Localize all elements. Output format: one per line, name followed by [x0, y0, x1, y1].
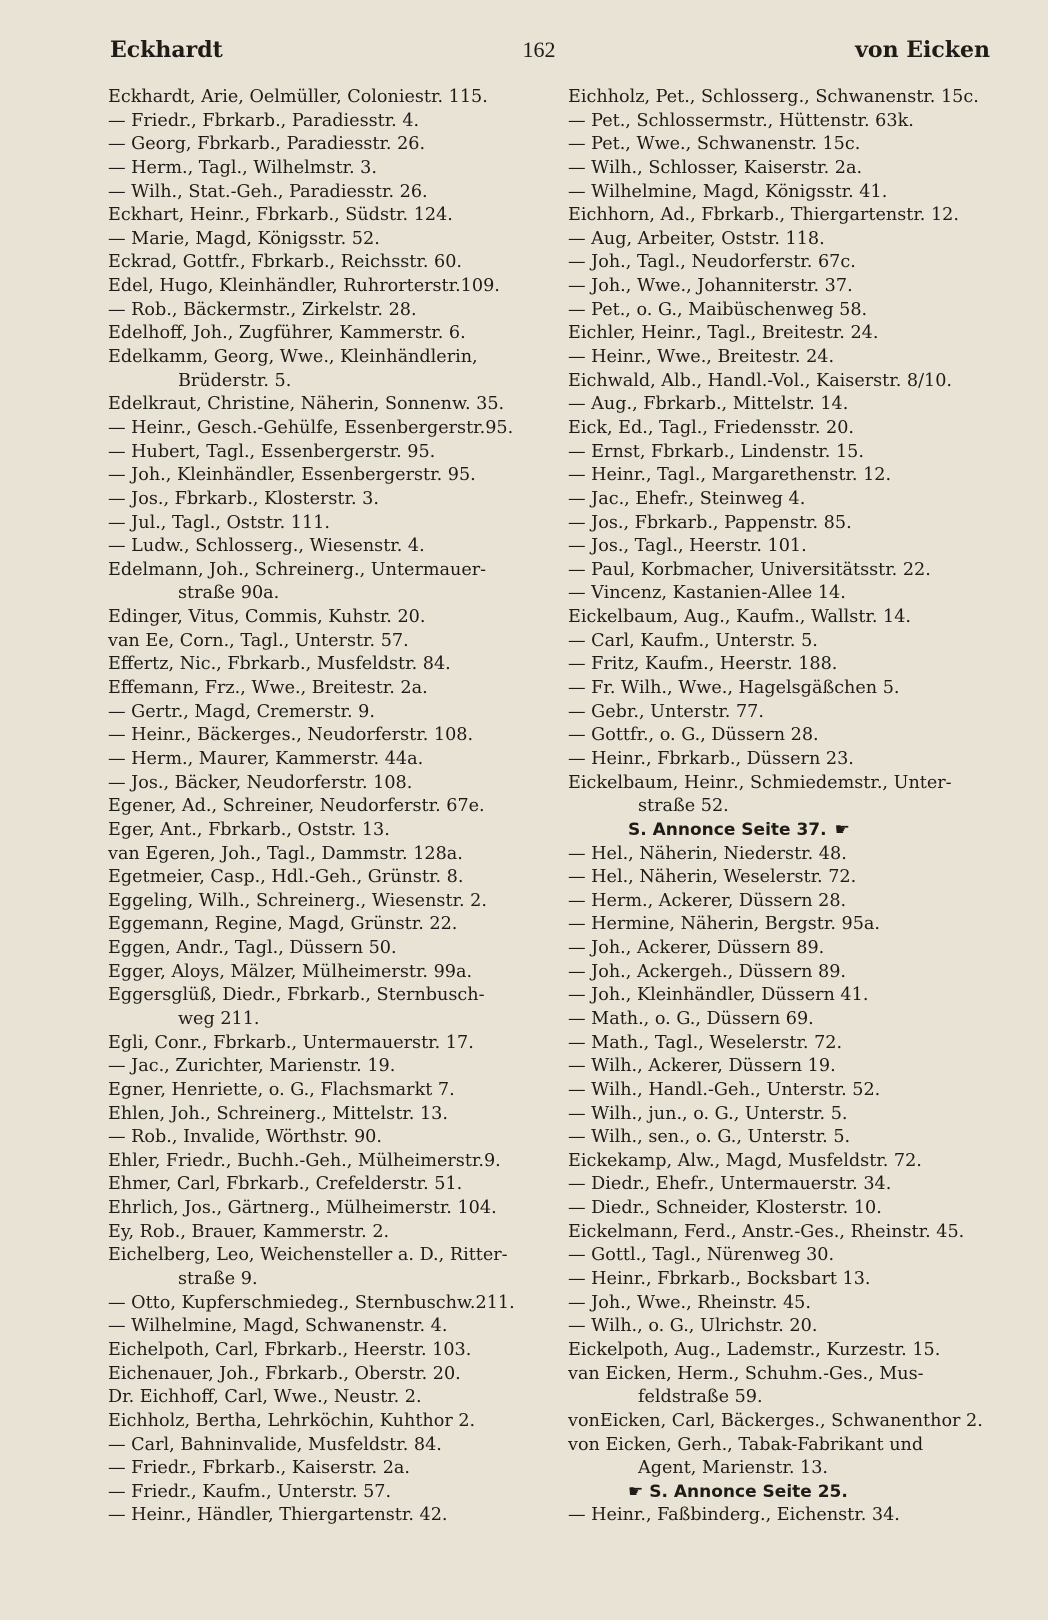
directory-entry: Eichelberg, Leo, Weichensteller a. D., Ritter- [108, 1245, 508, 1266]
directory-entry: — Rob., Bäckermstr., Zirkelstr. 28. [108, 299, 417, 320]
directory-entry: Brüderstr. 5. [178, 370, 292, 391]
directory-entry: — Aug, Arbeiter, Oststr. 118. [568, 228, 825, 249]
directory-entry: — Jac., Zurichter, Marienstr. 19. [108, 1056, 396, 1077]
directory-entry: Dr. Eichhoff, Carl, Wwe., Neustr. 2. [108, 1387, 422, 1408]
header-left-keyword: Eckhardt [110, 37, 223, 63]
directory-entry: weg 211. [178, 1008, 260, 1029]
directory-entry: Eickelbaum, Heinr., Schmiedemstr., Unter- [568, 772, 952, 793]
directory-entry: Effertz, Nic., Fbrkarb., Musfeldstr. 84. [108, 654, 451, 675]
directory-entry: Eggersglüß, Diedr., Fbrkarb., Sternbusch- [108, 985, 485, 1006]
directory-entry: Effemann, Frz., Wwe., Breitestr. 2a. [108, 678, 428, 699]
directory-entry: — Pet., o. G., Maibüschenweg 58. [568, 299, 868, 320]
directory-entry: Eichholz, Pet., Schlosserg., Schwanenstr. 15c. [568, 87, 979, 107]
directory-entry: — Heinr., Wwe., Breitestr. 24. [568, 347, 835, 368]
directory-entry: — Wilhelmine, Magd, Schwanenstr. 4. [108, 1316, 448, 1337]
directory-entry: Eickekamp, Alw., Magd, Musfeldstr. 72. [568, 1150, 922, 1171]
directory-entry: — Joh., Tagl., Neudorferstr. 67c. [568, 252, 856, 273]
directory-entry: — Wilh., Handl.-Geh., Unterstr. 52. [568, 1079, 881, 1100]
directory-entry: — Diedr., Ehefr., Untermauerstr. 34. [568, 1174, 892, 1195]
directory-entry: Eichhorn, Ad., Fbrkarb., Thiergartenstr. 12. [568, 205, 959, 226]
directory-entry: — Wilh., Schlosser, Kaiserstr. 2a. [568, 157, 863, 178]
directory-entry: — Math., o. G., Düssern 69. [568, 1008, 814, 1029]
directory-entry: Egetmeier, Casp., Hdl.-Geh., Grünstr. 8. [108, 867, 464, 888]
directory-entry: Egger, Aloys, Mälzer, Mülheimerstr. 99a. [108, 961, 473, 982]
directory-entry: — Fr. Wilh., Wwe., Hagelsgäßchen 5. [568, 678, 900, 699]
directory-entry: — Jos., Fbrkarb., Pappenstr. 85. [568, 512, 852, 533]
directory-entry: Edelhoff, Joh., Zugführer, Kammerstr. 6. [108, 323, 466, 344]
directory-entry: — Joh., Ackergeh., Düssern 89. [568, 961, 846, 982]
directory-entry: — Wilh., Stat.-Geh., Paradiesstr. 26. [108, 181, 428, 202]
directory-entry: Edelmann, Joh., Schreinerg., Untermauer- [108, 559, 487, 580]
annonce-text: S. Annonce Seite 37. [628, 819, 827, 840]
directory-entry: — Hel., Näherin, Niederstr. 48. [568, 843, 847, 864]
directory-entry: Eick, Ed., Tagl., Friedensstr. 20. [568, 417, 855, 438]
directory-entry: — Hermine, Näherin, Bergstr. 95a. [568, 914, 881, 935]
directory-entry: Eickelpoth, Aug., Lademstr., Kurzestr. 15. [568, 1339, 941, 1360]
directory-entry: — Heinr., Gesch.-Gehülfe, Essenbergerstr.95. [108, 417, 514, 438]
directory-entry: Ehrlich, Jos., Gärtnerg., Mülheimerstr. 104. [108, 1198, 497, 1219]
directory-entry: Eichholz, Bertha, Lehrköchin, Kuhthor 2. [108, 1410, 476, 1431]
directory-entry: Eckhart, Heinr., Fbrkarb., Südstr. 124. [108, 205, 453, 226]
directory-entry: Edelkamm, Georg, Wwe., Kleinhändlerin, [108, 347, 478, 368]
directory-entry: Eichelpoth, Carl, Fbrkarb., Heerstr. 103. [108, 1339, 472, 1360]
directory-entry: Eggeling, Wilh., Schreinerg., Wiesenstr. 2. [108, 890, 487, 911]
annonce-note [568, 1481, 1000, 1505]
directory-entry: — Georg, Fbrkarb., Paradiesstr. 26. [108, 134, 426, 155]
directory-entry: vonEicken, Carl, Bäckerges., Schwanenthor 2. [568, 1410, 983, 1431]
directory-entry: — Herm., Maurer, Kammerstr. 44a. [108, 748, 424, 769]
annonce-text: S. Annonce Seite 25. [649, 1481, 848, 1502]
directory-entry: Egli, Conr., Fbrkarb., Untermauerstr. 17. [108, 1032, 474, 1053]
directory-entry: van Egeren, Joh., Tagl., Dammstr. 128a. [108, 843, 463, 864]
directory-entry: — Heinr., Fbrkarb., Bocksbart 13. [568, 1269, 871, 1290]
directory-entry: — Pet., Wwe., Schwanenstr. 15c. [568, 134, 861, 155]
directory-entry: — Pet., Schlossermstr., Hüttenstr. 63k. [568, 110, 914, 131]
directory-entry: Edel, Hugo, Kleinhändler, Ruhrorterstr.109. [108, 276, 500, 297]
directory-entry: Eckhardt, Arie, Oelmüller, Coloniestr. 115. [108, 87, 488, 107]
directory-entry: — Friedr., Fbrkarb., Paradiesstr. 4. [108, 110, 420, 131]
directory-entry: — Otto, Kupferschmiedeg., Sternbuschw.211. [108, 1292, 515, 1313]
pointing-hand-icon: ☛ [628, 1481, 644, 1502]
directory-entry: Agent, Marienstr. 13. [638, 1458, 828, 1479]
directory-entry: — Math., Tagl., Weselerstr. 72. [568, 1032, 843, 1053]
directory-entry: — Marie, Magd, Königsstr. 52. [108, 228, 380, 249]
directory-entry: straße 52. [638, 796, 729, 817]
directory-entry: — Heinr., Faßbinderg., Eichenstr. 34. [568, 1505, 900, 1526]
directory-entry: — Joh., Kleinhändler, Düssern 41. [568, 985, 869, 1006]
directory-entry: — Jos., Tagl., Heerstr. 101. [568, 536, 807, 557]
directory-entry: Eickelbaum, Aug., Kaufm., Wallstr. 14. [568, 607, 912, 628]
directory-entry: — Gebr., Unterstr. 77. [568, 701, 764, 722]
directory-entry: — Carl, Kaufm., Unterstr. 5. [568, 630, 818, 651]
directory-entry: — Gertr., Magd, Cremerstr. 9. [108, 701, 375, 722]
right-column [568, 86, 1000, 1528]
directory-entry: — Joh., Kleinhändler, Essenbergerstr. 95. [108, 465, 476, 486]
directory-entry: Eggen, Andr., Tagl., Düssern 50. [108, 938, 397, 959]
directory-entry: Ehmer, Carl, Fbrkarb., Crefelderstr. 51. [108, 1174, 463, 1195]
directory-entry: Ehlen, Joh., Schreinerg., Mittelstr. 13. [108, 1103, 448, 1124]
directory-entry: — Heinr., Bäckerges., Neudorferstr. 108. [108, 725, 474, 746]
directory-entry: — Wilh., sen., o. G., Unterstr. 5. [568, 1127, 851, 1148]
directory-entry: — Jos., Bäcker, Neudorferstr. 108. [108, 772, 413, 793]
directory-entry: — Wilh., jun., o. G., Unterstr. 5. [568, 1103, 848, 1124]
directory-entry: — Carl, Bahninvalide, Musfeldstr. 84. [108, 1434, 442, 1455]
directory-entry: — Friedr., Fbrkarb., Kaiserstr. 2a. [108, 1458, 410, 1479]
directory-entry: — Fritz, Kaufm., Heerstr. 188. [568, 654, 838, 675]
directory-entry: — Paul, Korbmacher, Universitätsstr. 22. [568, 559, 931, 580]
directory-entry: — Herm., Ackerer, Düssern 28. [568, 890, 847, 911]
directory-entry: — Heinr., Händler, Thiergartenstr. 42. [108, 1505, 448, 1526]
directory-entry: van Eicken, Herm., Schuhm.-Ges., Mus- [568, 1363, 924, 1384]
directory-entry: Eickelmann, Ferd., Anstr.-Ges., Rheinstr. 45. [568, 1221, 965, 1242]
directory-entry: Eichwald, Alb., Handl.-Vol., Kaiserstr. 8/10. [568, 370, 953, 391]
directory-entry: — Hel., Näherin, Weselerstr. 72. [568, 867, 857, 888]
directory-entry: von Eicken, Gerh., Tabak-Fabrikant und [568, 1434, 924, 1455]
directory-entry: — Ernst, Fbrkarb., Lindenstr. 15. [568, 441, 864, 462]
directory-entry: — Wilhelmine, Magd, Königsstr. 41. [568, 181, 888, 202]
directory-entry: Edelkraut, Christine, Näherin, Sonnenw. 35. [108, 394, 505, 415]
directory-entry: straße 90a. [178, 583, 280, 604]
directory-entry: — Diedr., Schneider, Klosterstr. 10. [568, 1198, 882, 1219]
directory-entry: — Friedr., Kaufm., Unterstr. 57. [108, 1481, 392, 1502]
directory-entry: — Joh., Wwe., Johanniterstr. 37. [568, 276, 853, 297]
directory-entry: — Vincenz, Kastanien-Allee 14. [568, 583, 846, 604]
page-header [110, 30, 990, 70]
directory-entry: — Wilh., o. G., Ulrichstr. 20. [568, 1316, 818, 1337]
directory-entry: — Ludw., Schlosserg., Wiesenstr. 4. [108, 536, 425, 557]
directory-entry: feldstraße 59. [638, 1387, 763, 1408]
left-column [108, 86, 540, 1528]
directory-entry: — Gottfr., o. G., Düssern 28. [568, 725, 819, 746]
pointing-hand-icon: ☛ [834, 819, 850, 840]
directory-entry: — Joh., Ackerer, Düssern 89. [568, 938, 825, 959]
directory-entry: — Rob., Invalide, Wörthstr. 90. [108, 1127, 382, 1148]
directory-entry: van Ee, Corn., Tagl., Unterstr. 57. [108, 630, 409, 651]
annonce-note [568, 819, 1000, 843]
directory-entry: — Jos., Fbrkarb., Klosterstr. 3. [108, 488, 379, 509]
directory-entry: Eichenauer, Joh., Fbrkarb., Oberstr. 20. [108, 1363, 461, 1384]
directory-entry: Ey, Rob., Brauer, Kammerstr. 2. [108, 1221, 390, 1242]
directory-entry: Egener, Ad., Schreiner, Neudorferstr. 67e. [108, 796, 485, 817]
directory-entry: Ehler, Friedr., Buchh.-Geh., Mülheimerstr.9. [108, 1150, 501, 1171]
directory-entry: Edinger, Vitus, Commis, Kuhstr. 20. [108, 607, 426, 628]
directory-entry: straße 9. [178, 1269, 258, 1290]
directory-entry: — Hubert, Tagl., Essenbergerstr. 95. [108, 441, 436, 462]
directory-entry: — Heinr., Fbrkarb., Düssern 23. [568, 748, 854, 769]
header-right-keyword: von Eicken [855, 37, 990, 63]
directory-entry: Eckrad, Gottfr., Fbrkarb., Reichsstr. 60. [108, 252, 462, 273]
page-number: 162 [522, 37, 556, 62]
directory-entry: Eger, Ant., Fbrkarb., Oststr. 13. [108, 819, 390, 840]
directory-entry: Eichler, Heinr., Tagl., Breitestr. 24. [568, 323, 879, 344]
directory-entry: Egner, Henriette, o. G., Flachsmarkt 7. [108, 1079, 455, 1100]
directory-entry: — Gottl., Tagl., Nürenweg 30. [568, 1245, 835, 1266]
directory-entry: — Jac., Ehefr., Steinweg 4. [568, 488, 806, 509]
directory-entry: — Wilh., Ackerer, Düssern 19. [568, 1056, 836, 1077]
directory-entry: — Heinr., Tagl., Margarethenstr. 12. [568, 465, 892, 486]
directory-entry: Eggemann, Regine, Magd, Grünstr. 22. [108, 914, 458, 935]
directory-entry: — Jul., Tagl., Oststr. 111. [108, 512, 330, 533]
directory-entry: — Herm., Tagl., Wilhelmstr. 3. [108, 157, 377, 178]
directory-entry: — Joh., Wwe., Rheinstr. 45. [568, 1292, 811, 1313]
directory-entry: — Aug., Fbrkarb., Mittelstr. 14. [568, 394, 849, 415]
